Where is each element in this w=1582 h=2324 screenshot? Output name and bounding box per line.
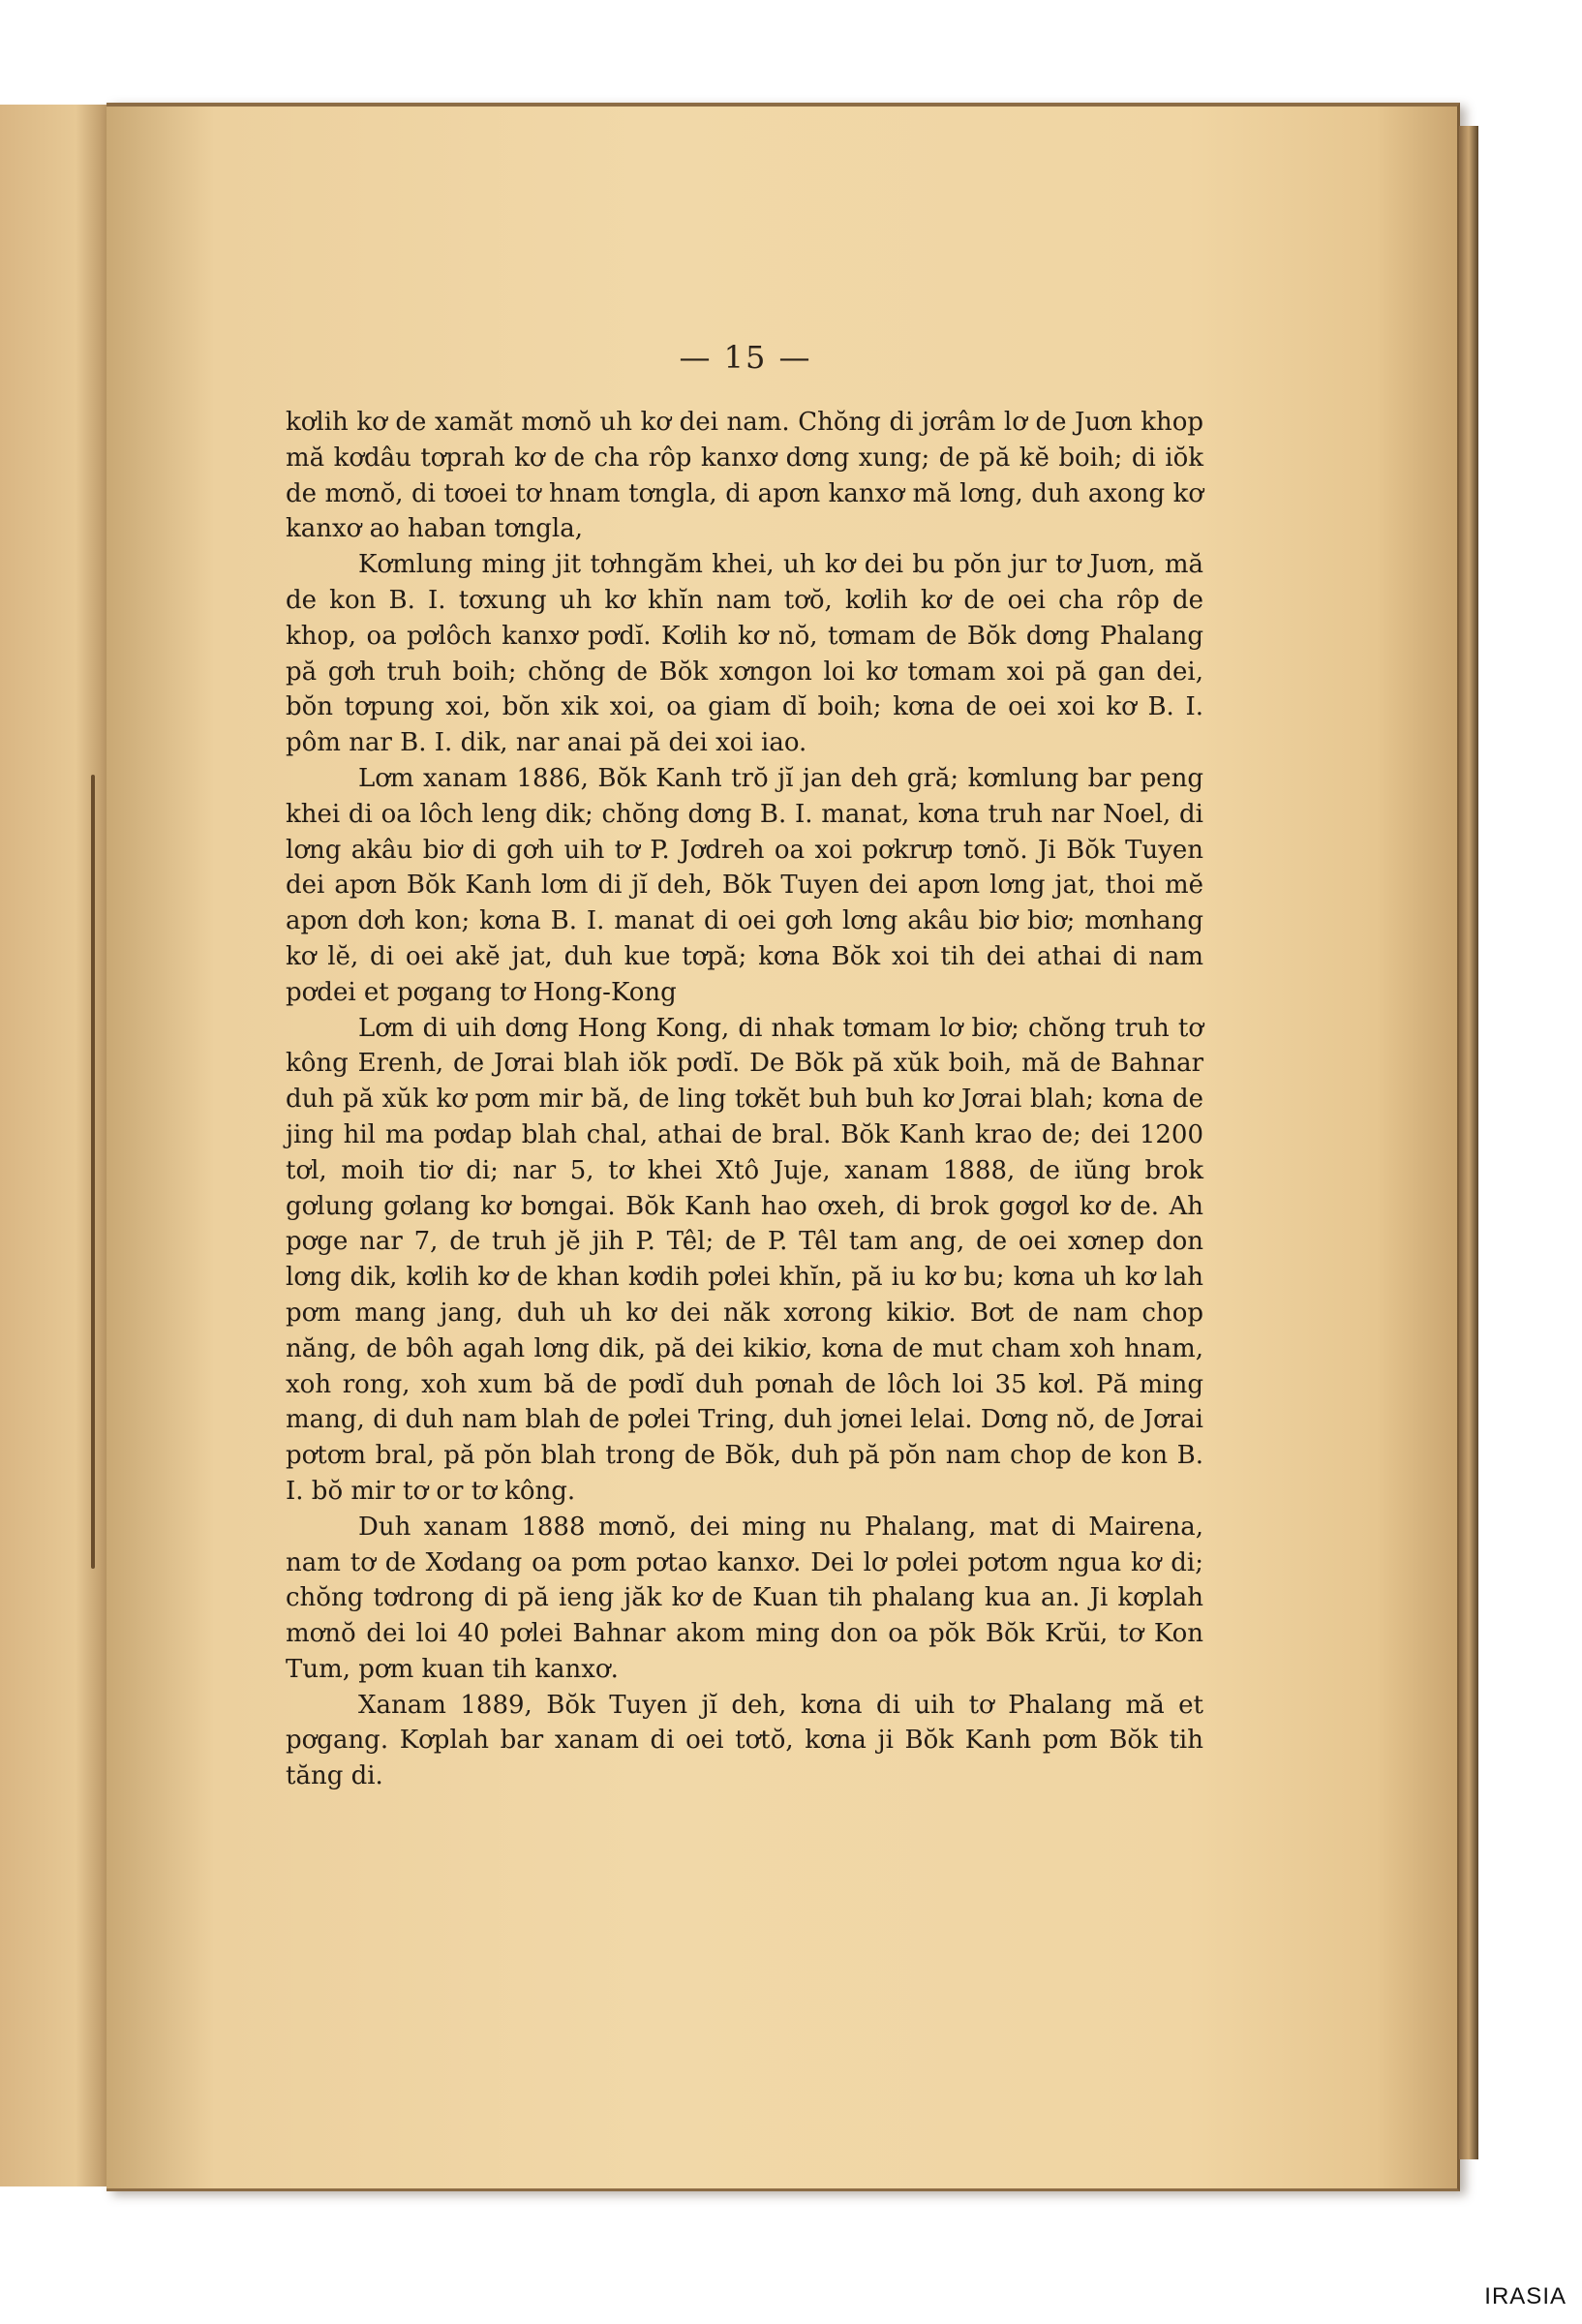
paragraph-continued: kơlih kơ de xamăt mơnŏ uh kơ dei nam. Chŏng di jơrâm lơ de Juơn khop mă kơdâu tơprah kơ de cha rôp kanxơ dơng xung; de pă kĕ boih; di iŏk de mơnŏ, di tơoei tơ hnam tơngla, di apơn kanxơ mă lơng, duh axong kơ kanxơ ao haban tơngla, — [286, 408, 1203, 544]
binding-thread — [91, 775, 95, 1569]
paragraph: Lơm xanam 1886, Bŏk Kanh trŏ jĭ jan deh gră; kơmlung bar peng khei di oa lôch leng dik; chŏng dơng B. I. manat, kơna truh nar Noel, di lơng akâu biơ di gơh uih tơ P. Jơdreh oa xoi pơkrưp tơnŏ. Ji Bŏk Tuyen dei apơn Bŏk Kanh lơm di jĭ deh, Bŏk Tuyen dei apơn lơng jat, thoi mĕ apơn dơh kon; kơna B. I. manat di oei gơh lơng akâu biơ biơ; mơnhang kơ lĕ, di oei akĕ jat, duh kue tơpă; kơna Bŏk xoi tih dei athai di nam pơdei et pơgang tơ Hong-Kong — [286, 763, 1203, 1007]
page-number: — 15 — — [679, 339, 812, 376]
paragraph: Xanam 1889, Bŏk Tuyen jĭ deh, kơna di uih tơ Phalang mă et pơgang. Kơplah bar xanam di oei tơtŏ, kơna ji Bŏk Kanh pơm Bŏk tih tăng di. — [286, 1690, 1203, 1791]
paragraph: Kơmlung ming jit tơhngăm khei, uh kơ dei bu pŏn jur tơ Juơn, mă de kon B. I. tơxung uh kơ khĭn nam tơŏ, kơlih kơ de oei cha rôp de khop, oa pơlôch kanxơ pơdĭ. Kơlih kơ nŏ, tơmam de Bŏk dơng Phalang pă gơh truh boih; chŏng de Bŏk xơngon loi kơ tơmam xoi pă gan dei, bŏn tơpung xoi, bŏn xik xoi, oa giam dĭ boih; kơna de oei xoi kơ B. I. pôm nar B. I. dik, nar anai pă dei xoi iao. — [286, 550, 1203, 758]
paragraph: Lơm di uih dơng Hong Kong, di nhak tơmam lơ biơ; chŏng truh tơ kông Erenh, de Jơrai blah iŏk pơdĭ. De Bŏk pă xŭk boih, mă de Bahnar duh pă xŭk kơ pơm mir bă, de ling tơkĕt buh buh kơ Jơrai blah; kơna de jing hil ma pơdap blah chal, athai de bral. Bŏk Kanh krao de; dei 1200 tơl, moih tiơ di; nar 5, tơ khei Xtô Juje, xanam 1888, de iŭng brok gơlung gơlang kơ bơngai. Bŏk Kanh hao ơxeh, di brok gơgơl kơ de. Ah pơge nar 7, de truh jĕ jih P. Têl; de P. Têl tam ang, de oei xơnep don lơng dik, kơlih kơ de khan kơdih pơlei khĭn, pă iu kơ bu; kơna uh kơ lah pơm mang jang, duh uh kơ dei năk xơrong kikiơ. Bơt de nam chop năng, de bôh agah lơng dik, pă dei kikiơ, kơna de mut cham xoh hnam, xoh rong, xoh xum bă de pơdĭ duh pơnah de lôch loi 35 kơl. Pă ming mang, di duh nam blah de pơlei Tring, duh jơnei lelai. Dơng nŏ, de Jơrai pơtơm bral, pă pŏn blah trong de Bŏk, duh pă pŏn nam chop de kon B. I. bŏ mir tơ or tơ kông. — [286, 1013, 1203, 1506]
source-watermark: IRASIA — [1484, 2283, 1567, 2309]
paragraph: Duh xanam 1888 mơnŏ, dei ming nu Phalang, mat di Mairena, nam tơ de Xơdang oa pơm pơtao kanxơ. Dei lơ pơlei pơtơm ngua kơ di; chŏng tơdrong di pă ieng jăk kơ de Kuan tih phalang kua an. Ji kơplah mơnŏ dei loi 40 pơlei Bahnar akom ming don oa pŏk Bŏk Krŭi, tơ Kon Tum, pơm kuan tih kanxơ. — [286, 1512, 1203, 1684]
page-stack-edge — [1459, 126, 1478, 2159]
body-text — [286, 405, 1203, 1794]
